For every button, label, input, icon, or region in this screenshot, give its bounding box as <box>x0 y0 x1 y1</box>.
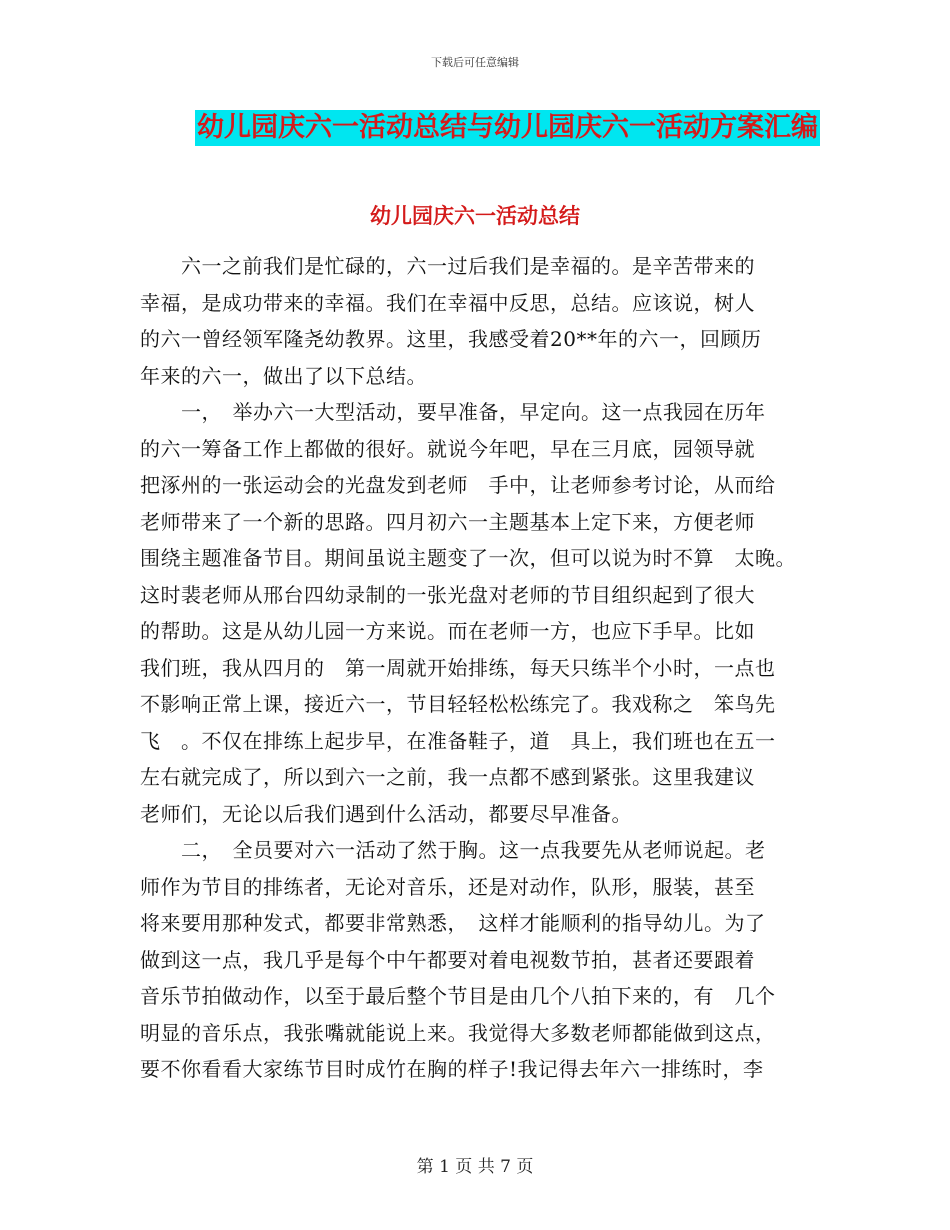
paragraph-line: 老师带来了一个新的思路。四月初六一主题基本上定下来，方便老师 <box>140 509 755 534</box>
paragraph-line: 音乐节拍做动作，以至于最后整个节目是由几个八拍下来的，有 几个 <box>140 984 776 1008</box>
paragraph-line: 的六一筹备工作上都做的很好。就说今年吧，早在三月底，园领导就 <box>140 436 755 461</box>
paragraph-line: 年来的六一，做出了以下总结。 <box>140 363 427 388</box>
paragraph-line: 做到这一点，我几乎是每个中午都要对着电视数节拍，甚者还要跟着 <box>140 947 755 972</box>
paragraph-line: 一， 举办六一大型活动，要早准备，早定向。这一点我园在历年 <box>140 400 766 424</box>
page-footer: 第 1 页 共 7 页 <box>416 1157 534 1177</box>
paragraph-line: 明显的音乐点，我张嘴就能说上来。我觉得大多数老师都能做到这点， <box>140 1020 776 1045</box>
paragraph-line: 的六一曾经领军隆尧幼教界。这里，我感受着20**年的六一，回顾历 <box>140 327 762 351</box>
section-title: 幼儿园庆六一活动总结 <box>370 203 580 228</box>
paragraph-line: 左右就完成了，所以到六一之前，我一点都不感到紧张。这里我建议 <box>140 765 755 789</box>
paragraph-line: 飞 。不仅在排练上起步早，在准备鞋子，道 具上，我们班也在五一 <box>140 728 776 753</box>
paragraph-line: 六一之前我们是忙碌的，六一过后我们是幸福的。是辛苦带来的 <box>140 254 755 278</box>
document-title: 幼儿园庆六一活动总结与幼儿园庆六一活动方案汇编 <box>195 110 820 146</box>
paragraph-line: 二， 全员要对六一活动了然于胸。这一点我要先从老师说起。老 <box>140 838 766 862</box>
paragraph-line: 围绕主题准备节目。期间虽说主题变了一次，但可以说为时不算 太晚。 <box>140 546 796 570</box>
paragraph-line: 的帮助。这是从幼儿园一方来说。而在老师一方，也应下手早。比如 <box>140 619 755 643</box>
paragraph-line: 把涿州的一张运动会的光盘发到老师 手中，让老师参考讨论，从而给 <box>140 473 776 497</box>
paragraph-line: 不影响正常上课，接近六一，节目轻轻松松练完了。我戏称之 笨鸟先 <box>140 692 776 716</box>
paragraph-line: 将来要用那种发式，都要非常熟悉， 这样才能顺利的指导幼儿。为了 <box>140 911 766 935</box>
paragraph-line: 要不你看看大家练节目时成竹在胸的样子!我记得去年六一排练时，李 <box>140 1057 764 1081</box>
header-note: 下载后可任意编辑 <box>431 56 519 69</box>
paragraph-line: 幸福，是成功带来的幸福。我们在幸福中反思，总结。应该说，树人 <box>140 290 755 315</box>
paragraph-line: 老师们，无论以后我们遇到什么活动，都要尽早准备。 <box>140 801 632 826</box>
paragraph-line: 这时裴老师从邢台四幼录制的一张光盘对老师的节目组织起到了很大 <box>140 582 755 607</box>
paragraph-line: 我们班，我从四月的 第一周就开始排练，每天只练半个小时，一点也 <box>140 655 776 680</box>
body-text <box>140 248 820 1088</box>
paragraph-line: 师作为节目的排练者，无论对音乐，还是对动作，队形，服装，甚至 <box>140 874 755 899</box>
